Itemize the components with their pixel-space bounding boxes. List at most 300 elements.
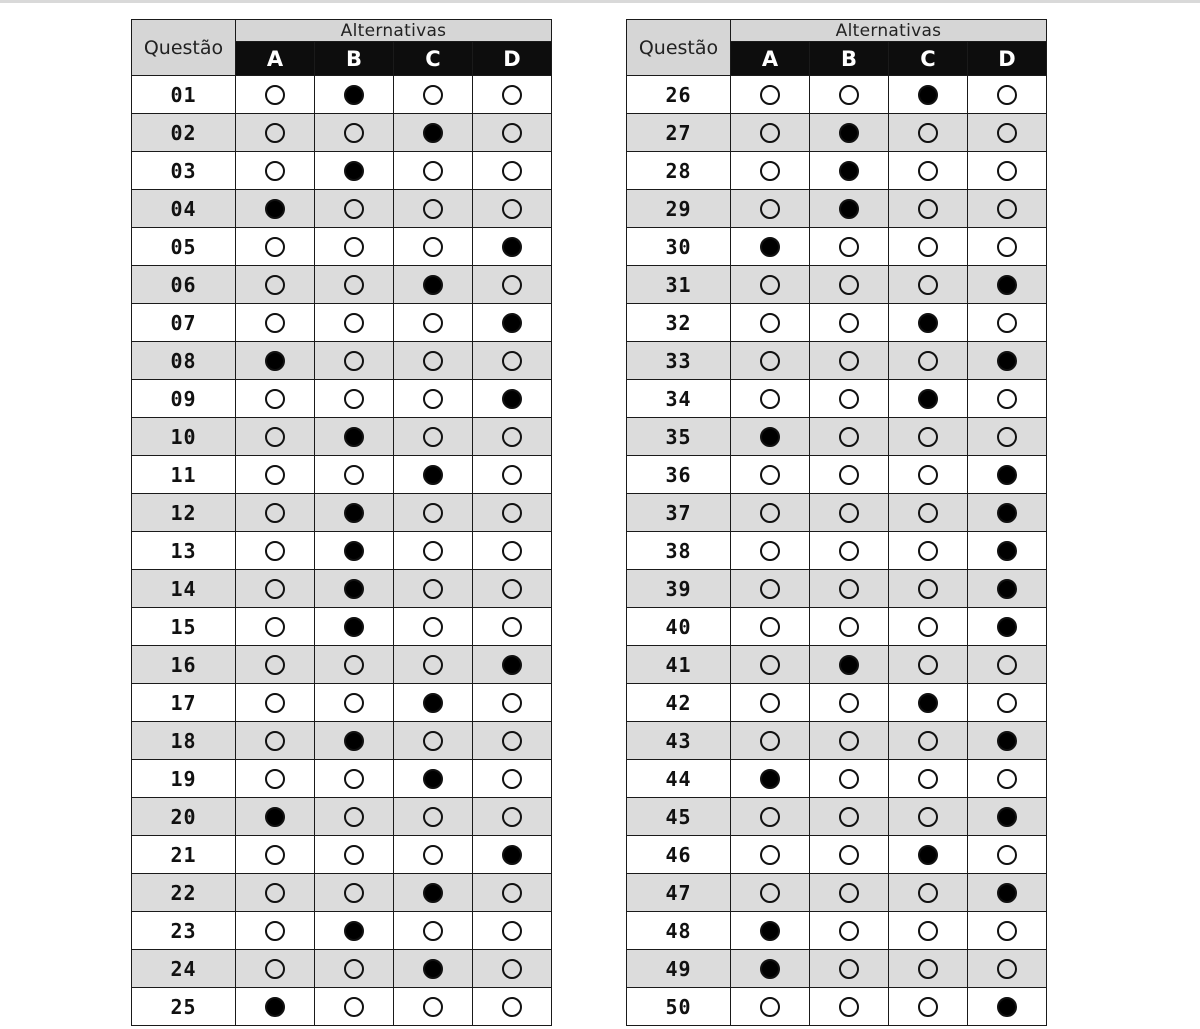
option-cell-d: [473, 988, 552, 1026]
empty-bubble-c[interactable]: [918, 617, 938, 637]
filled-bubble-a[interactable]: [760, 427, 780, 447]
question-number: 45: [627, 798, 731, 836]
option-cell-b: [315, 76, 394, 114]
option-cell-c: [394, 874, 473, 912]
option-cell-c: [889, 494, 968, 532]
question-row: [132, 684, 552, 722]
option-header-a: A: [236, 42, 315, 76]
filled-bubble-d[interactable]: [997, 275, 1017, 295]
option-cell-c: [889, 836, 968, 874]
empty-bubble-c[interactable]: [918, 807, 938, 827]
filled-bubble-a[interactable]: [760, 769, 780, 789]
empty-bubble-a[interactable]: [760, 579, 780, 599]
empty-bubble-a[interactable]: [265, 883, 285, 903]
empty-bubble-a[interactable]: [760, 655, 780, 675]
question-number: 50: [627, 988, 731, 1026]
empty-bubble-b[interactable]: [839, 427, 859, 447]
empty-bubble-c[interactable]: [918, 503, 938, 523]
filled-bubble-d[interactable]: [502, 845, 522, 865]
filled-bubble-d[interactable]: [502, 655, 522, 675]
filled-bubble-d[interactable]: [502, 313, 522, 333]
filled-bubble-d[interactable]: [997, 465, 1017, 485]
empty-bubble-b[interactable]: [344, 313, 364, 333]
empty-bubble-d[interactable]: [997, 199, 1017, 219]
option-cell-d: [968, 836, 1047, 874]
empty-bubble-a[interactable]: [760, 503, 780, 523]
empty-bubble-a[interactable]: [265, 313, 285, 333]
empty-bubble-d[interactable]: [502, 617, 522, 637]
empty-bubble-b[interactable]: [839, 503, 859, 523]
empty-bubble-c[interactable]: [918, 161, 938, 181]
option-cell-a: [236, 570, 315, 608]
empty-bubble-a[interactable]: [760, 199, 780, 219]
empty-bubble-a[interactable]: [265, 845, 285, 865]
empty-bubble-a[interactable]: [265, 731, 285, 751]
filled-bubble-b[interactable]: [839, 161, 859, 181]
empty-bubble-b[interactable]: [839, 579, 859, 599]
question-row: [132, 76, 552, 114]
empty-bubble-c[interactable]: [423, 161, 443, 181]
option-cell-d: [968, 114, 1047, 152]
option-cell-b: [315, 152, 394, 190]
option-cell-d: [968, 798, 1047, 836]
empty-bubble-a[interactable]: [760, 85, 780, 105]
empty-bubble-d[interactable]: [997, 427, 1017, 447]
question-number: 36: [627, 456, 731, 494]
option-cell-b: [810, 456, 889, 494]
empty-bubble-b[interactable]: [344, 997, 364, 1017]
empty-bubble-a[interactable]: [265, 123, 285, 143]
empty-bubble-a[interactable]: [265, 275, 285, 295]
empty-bubble-a[interactable]: [760, 617, 780, 637]
empty-bubble-c[interactable]: [423, 199, 443, 219]
option-cell-b: [315, 266, 394, 304]
empty-bubble-a[interactable]: [265, 655, 285, 675]
option-cell-a: [731, 76, 810, 114]
empty-bubble-d[interactable]: [997, 123, 1017, 143]
option-cell-b: [315, 114, 394, 152]
option-cell-c: [394, 570, 473, 608]
empty-bubble-b[interactable]: [344, 351, 364, 371]
filled-bubble-b[interactable]: [839, 123, 859, 143]
empty-bubble-c[interactable]: [918, 275, 938, 295]
filled-bubble-d[interactable]: [502, 237, 522, 257]
empty-bubble-a[interactable]: [265, 503, 285, 523]
empty-bubble-b[interactable]: [839, 541, 859, 561]
filled-bubble-d[interactable]: [997, 617, 1017, 637]
option-cell-c: [394, 304, 473, 342]
empty-bubble-d[interactable]: [502, 199, 522, 219]
filled-bubble-c[interactable]: [918, 389, 938, 409]
empty-bubble-c[interactable]: [918, 465, 938, 485]
option-cell-c: [889, 988, 968, 1026]
empty-bubble-b[interactable]: [839, 997, 859, 1017]
empty-bubble-c[interactable]: [423, 313, 443, 333]
question-number: 06: [132, 266, 236, 304]
empty-bubble-b[interactable]: [344, 807, 364, 827]
filled-bubble-b[interactable]: [344, 503, 364, 523]
empty-bubble-a[interactable]: [760, 883, 780, 903]
empty-bubble-d[interactable]: [997, 655, 1017, 675]
empty-bubble-d[interactable]: [502, 161, 522, 181]
empty-bubble-c[interactable]: [918, 997, 938, 1017]
option-cell-a: [731, 760, 810, 798]
empty-bubble-c[interactable]: [918, 351, 938, 371]
empty-bubble-a[interactable]: [265, 921, 285, 941]
empty-bubble-d[interactable]: [502, 579, 522, 599]
filled-bubble-b[interactable]: [344, 579, 364, 599]
filled-bubble-d[interactable]: [997, 883, 1017, 903]
empty-bubble-b[interactable]: [344, 845, 364, 865]
empty-bubble-a[interactable]: [265, 237, 285, 257]
filled-bubble-c[interactable]: [423, 769, 443, 789]
empty-bubble-c[interactable]: [423, 237, 443, 257]
empty-bubble-b[interactable]: [839, 959, 859, 979]
option-cell-a: [236, 456, 315, 494]
empty-bubble-c[interactable]: [423, 503, 443, 523]
option-cell-b: [810, 874, 889, 912]
empty-bubble-b[interactable]: [344, 959, 364, 979]
empty-bubble-d[interactable]: [997, 389, 1017, 409]
empty-bubble-d[interactable]: [997, 161, 1017, 181]
empty-bubble-d[interactable]: [502, 351, 522, 371]
empty-bubble-b[interactable]: [344, 693, 364, 713]
option-cell-b: [315, 608, 394, 646]
question-number: 10: [132, 418, 236, 456]
empty-bubble-b[interactable]: [839, 313, 859, 333]
empty-bubble-d[interactable]: [997, 237, 1017, 257]
option-cell-b: [810, 836, 889, 874]
empty-bubble-b[interactable]: [839, 883, 859, 903]
filled-bubble-c[interactable]: [423, 693, 443, 713]
empty-bubble-a[interactable]: [265, 769, 285, 789]
option-cell-d: [473, 114, 552, 152]
filled-bubble-b[interactable]: [344, 731, 364, 751]
empty-bubble-c[interactable]: [918, 427, 938, 447]
empty-bubble-b[interactable]: [344, 237, 364, 257]
empty-bubble-b[interactable]: [839, 845, 859, 865]
empty-bubble-c[interactable]: [423, 85, 443, 105]
filled-bubble-b[interactable]: [839, 199, 859, 219]
empty-bubble-d[interactable]: [997, 693, 1017, 713]
empty-bubble-c[interactable]: [423, 351, 443, 371]
filled-bubble-a[interactable]: [760, 959, 780, 979]
empty-bubble-b[interactable]: [839, 617, 859, 637]
empty-bubble-c[interactable]: [918, 921, 938, 941]
filled-bubble-c[interactable]: [423, 465, 443, 485]
empty-bubble-d[interactable]: [997, 85, 1017, 105]
option-cell-d: [473, 874, 552, 912]
filled-bubble-c[interactable]: [423, 123, 443, 143]
empty-bubble-b[interactable]: [344, 769, 364, 789]
option-cell-b: [315, 494, 394, 532]
question-row: [627, 836, 1047, 874]
option-cell-b: [810, 912, 889, 950]
empty-bubble-b[interactable]: [839, 351, 859, 371]
filled-bubble-b[interactable]: [344, 541, 364, 561]
empty-bubble-d[interactable]: [502, 465, 522, 485]
option-cell-c: [394, 418, 473, 456]
filled-bubble-d[interactable]: [997, 807, 1017, 827]
option-cell-d: [968, 570, 1047, 608]
empty-bubble-d[interactable]: [502, 275, 522, 295]
option-cell-a: [236, 836, 315, 874]
empty-bubble-d[interactable]: [997, 959, 1017, 979]
empty-bubble-c[interactable]: [423, 389, 443, 409]
option-cell-b: [315, 304, 394, 342]
empty-bubble-a[interactable]: [760, 389, 780, 409]
empty-bubble-a[interactable]: [265, 541, 285, 561]
question-number: 39: [627, 570, 731, 608]
empty-bubble-a[interactable]: [760, 807, 780, 827]
empty-bubble-d[interactable]: [502, 959, 522, 979]
empty-bubble-b[interactable]: [344, 199, 364, 219]
filled-bubble-d[interactable]: [997, 541, 1017, 561]
question-number: 11: [132, 456, 236, 494]
filled-bubble-a[interactable]: [265, 351, 285, 371]
option-cell-d: [473, 190, 552, 228]
option-cell-b: [810, 152, 889, 190]
empty-bubble-c[interactable]: [423, 579, 443, 599]
question-row: [627, 760, 1047, 798]
filled-bubble-a[interactable]: [265, 997, 285, 1017]
empty-bubble-b[interactable]: [839, 275, 859, 295]
option-cell-b: [810, 190, 889, 228]
question-number: 05: [132, 228, 236, 266]
empty-bubble-a[interactable]: [760, 731, 780, 751]
filled-bubble-b[interactable]: [839, 655, 859, 675]
empty-bubble-c[interactable]: [423, 845, 443, 865]
empty-bubble-d[interactable]: [997, 921, 1017, 941]
option-cell-c: [889, 76, 968, 114]
option-cell-d: [473, 152, 552, 190]
empty-bubble-b[interactable]: [839, 465, 859, 485]
empty-bubble-a[interactable]: [760, 845, 780, 865]
empty-bubble-c[interactable]: [423, 541, 443, 561]
empty-bubble-a[interactable]: [760, 465, 780, 485]
filled-bubble-a[interactable]: [760, 921, 780, 941]
question-number: 32: [627, 304, 731, 342]
empty-bubble-d[interactable]: [502, 921, 522, 941]
filled-bubble-d[interactable]: [997, 579, 1017, 599]
empty-bubble-a[interactable]: [265, 427, 285, 447]
empty-bubble-b[interactable]: [839, 731, 859, 751]
option-cell-d: [473, 646, 552, 684]
filled-bubble-a[interactable]: [760, 237, 780, 257]
empty-bubble-b[interactable]: [344, 123, 364, 143]
filled-bubble-d[interactable]: [997, 731, 1017, 751]
empty-bubble-d[interactable]: [502, 693, 522, 713]
empty-bubble-a[interactable]: [265, 693, 285, 713]
option-cell-c: [394, 456, 473, 494]
option-cell-c: [394, 114, 473, 152]
empty-bubble-d[interactable]: [997, 769, 1017, 789]
filled-bubble-b[interactable]: [344, 921, 364, 941]
option-cell-a: [731, 836, 810, 874]
empty-bubble-a[interactable]: [760, 693, 780, 713]
question-number: 30: [627, 228, 731, 266]
option-header-a: A: [731, 42, 810, 76]
option-cell-b: [315, 912, 394, 950]
empty-bubble-c[interactable]: [918, 199, 938, 219]
option-cell-c: [889, 760, 968, 798]
empty-bubble-d[interactable]: [502, 503, 522, 523]
empty-bubble-c[interactable]: [423, 731, 443, 751]
empty-bubble-c[interactable]: [918, 237, 938, 257]
question-row: [132, 608, 552, 646]
empty-bubble-b[interactable]: [839, 85, 859, 105]
option-cell-d: [473, 76, 552, 114]
filled-bubble-d[interactable]: [502, 389, 522, 409]
filled-bubble-c[interactable]: [918, 693, 938, 713]
empty-bubble-b[interactable]: [839, 693, 859, 713]
filled-bubble-c[interactable]: [918, 313, 938, 333]
empty-bubble-c[interactable]: [918, 655, 938, 675]
option-cell-c: [889, 570, 968, 608]
empty-bubble-a[interactable]: [265, 389, 285, 409]
empty-bubble-d[interactable]: [502, 997, 522, 1017]
empty-bubble-d[interactable]: [502, 541, 522, 561]
question-number: 02: [132, 114, 236, 152]
empty-bubble-c[interactable]: [423, 921, 443, 941]
empty-bubble-a[interactable]: [265, 85, 285, 105]
option-cell-d: [473, 912, 552, 950]
question-row: [132, 912, 552, 950]
empty-bubble-d[interactable]: [502, 85, 522, 105]
empty-bubble-b[interactable]: [344, 655, 364, 675]
option-cell-c: [889, 152, 968, 190]
empty-bubble-c[interactable]: [423, 427, 443, 447]
empty-bubble-b[interactable]: [344, 389, 364, 409]
empty-bubble-a[interactable]: [760, 997, 780, 1017]
empty-bubble-b[interactable]: [839, 921, 859, 941]
empty-bubble-b[interactable]: [839, 807, 859, 827]
option-cell-a: [731, 988, 810, 1026]
filled-bubble-c[interactable]: [918, 845, 938, 865]
empty-bubble-b[interactable]: [839, 769, 859, 789]
empty-bubble-c[interactable]: [918, 883, 938, 903]
option-cell-a: [236, 608, 315, 646]
option-cell-d: [968, 722, 1047, 760]
question-row: [627, 228, 1047, 266]
filled-bubble-a[interactable]: [265, 199, 285, 219]
empty-bubble-b[interactable]: [344, 883, 364, 903]
empty-bubble-b[interactable]: [344, 275, 364, 295]
empty-bubble-a[interactable]: [265, 465, 285, 485]
option-cell-a: [731, 190, 810, 228]
empty-bubble-a[interactable]: [760, 161, 780, 181]
empty-bubble-c[interactable]: [918, 731, 938, 751]
option-cell-c: [889, 228, 968, 266]
empty-bubble-c[interactable]: [918, 959, 938, 979]
filled-bubble-c[interactable]: [423, 275, 443, 295]
empty-bubble-a[interactable]: [265, 959, 285, 979]
question-row: [627, 570, 1047, 608]
empty-bubble-d[interactable]: [502, 883, 522, 903]
option-header-c: C: [394, 42, 473, 76]
option-cell-a: [731, 266, 810, 304]
empty-bubble-a[interactable]: [760, 123, 780, 143]
filled-bubble-b[interactable]: [344, 161, 364, 181]
question-number: 04: [132, 190, 236, 228]
option-cell-a: [236, 988, 315, 1026]
empty-bubble-c[interactable]: [423, 617, 443, 637]
empty-bubble-d[interactable]: [502, 769, 522, 789]
filled-bubble-c[interactable]: [918, 85, 938, 105]
filled-bubble-b[interactable]: [344, 427, 364, 447]
empty-bubble-b[interactable]: [839, 389, 859, 409]
empty-bubble-c[interactable]: [423, 997, 443, 1017]
filled-bubble-c[interactable]: [423, 883, 443, 903]
option-cell-b: [810, 114, 889, 152]
option-cell-d: [968, 760, 1047, 798]
option-cell-d: [473, 228, 552, 266]
empty-bubble-d[interactable]: [502, 123, 522, 143]
empty-bubble-d[interactable]: [502, 807, 522, 827]
filled-bubble-c[interactable]: [423, 959, 443, 979]
filled-bubble-d[interactable]: [997, 503, 1017, 523]
filled-bubble-d[interactable]: [997, 997, 1017, 1017]
option-cell-a: [236, 152, 315, 190]
filled-bubble-b[interactable]: [344, 617, 364, 637]
option-cell-c: [394, 836, 473, 874]
question-number: 47: [627, 874, 731, 912]
empty-bubble-a[interactable]: [760, 541, 780, 561]
empty-bubble-a[interactable]: [760, 351, 780, 371]
empty-bubble-a[interactable]: [760, 313, 780, 333]
empty-bubble-a[interactable]: [760, 275, 780, 295]
empty-bubble-a[interactable]: [265, 617, 285, 637]
option-header-b: B: [315, 42, 394, 76]
question-number: 07: [132, 304, 236, 342]
empty-bubble-c[interactable]: [423, 807, 443, 827]
filled-bubble-a[interactable]: [265, 807, 285, 827]
filled-bubble-b[interactable]: [344, 85, 364, 105]
empty-bubble-c[interactable]: [918, 579, 938, 599]
option-cell-d: [473, 608, 552, 646]
empty-bubble-b[interactable]: [839, 237, 859, 257]
empty-bubble-d[interactable]: [997, 845, 1017, 865]
empty-bubble-c[interactable]: [423, 655, 443, 675]
question-row: [132, 532, 552, 570]
option-cell-a: [236, 304, 315, 342]
question-row: [132, 418, 552, 456]
filled-bubble-d[interactable]: [997, 351, 1017, 371]
option-cell-d: [968, 228, 1047, 266]
empty-bubble-a[interactable]: [265, 161, 285, 181]
option-cell-d: [968, 608, 1047, 646]
empty-bubble-a[interactable]: [265, 579, 285, 599]
option-cell-a: [236, 722, 315, 760]
option-cell-a: [236, 760, 315, 798]
option-cell-d: [473, 570, 552, 608]
question-number: 08: [132, 342, 236, 380]
empty-bubble-c[interactable]: [918, 769, 938, 789]
empty-bubble-d[interactable]: [502, 427, 522, 447]
option-cell-d: [473, 456, 552, 494]
option-cell-c: [394, 722, 473, 760]
empty-bubble-d[interactable]: [997, 313, 1017, 333]
option-cell-b: [315, 950, 394, 988]
empty-bubble-b[interactable]: [344, 465, 364, 485]
question-row: [132, 342, 552, 380]
option-cell-b: [810, 494, 889, 532]
empty-bubble-c[interactable]: [918, 123, 938, 143]
empty-bubble-d[interactable]: [502, 731, 522, 751]
empty-bubble-c[interactable]: [918, 541, 938, 561]
option-cell-a: [731, 380, 810, 418]
question-row: [627, 494, 1047, 532]
